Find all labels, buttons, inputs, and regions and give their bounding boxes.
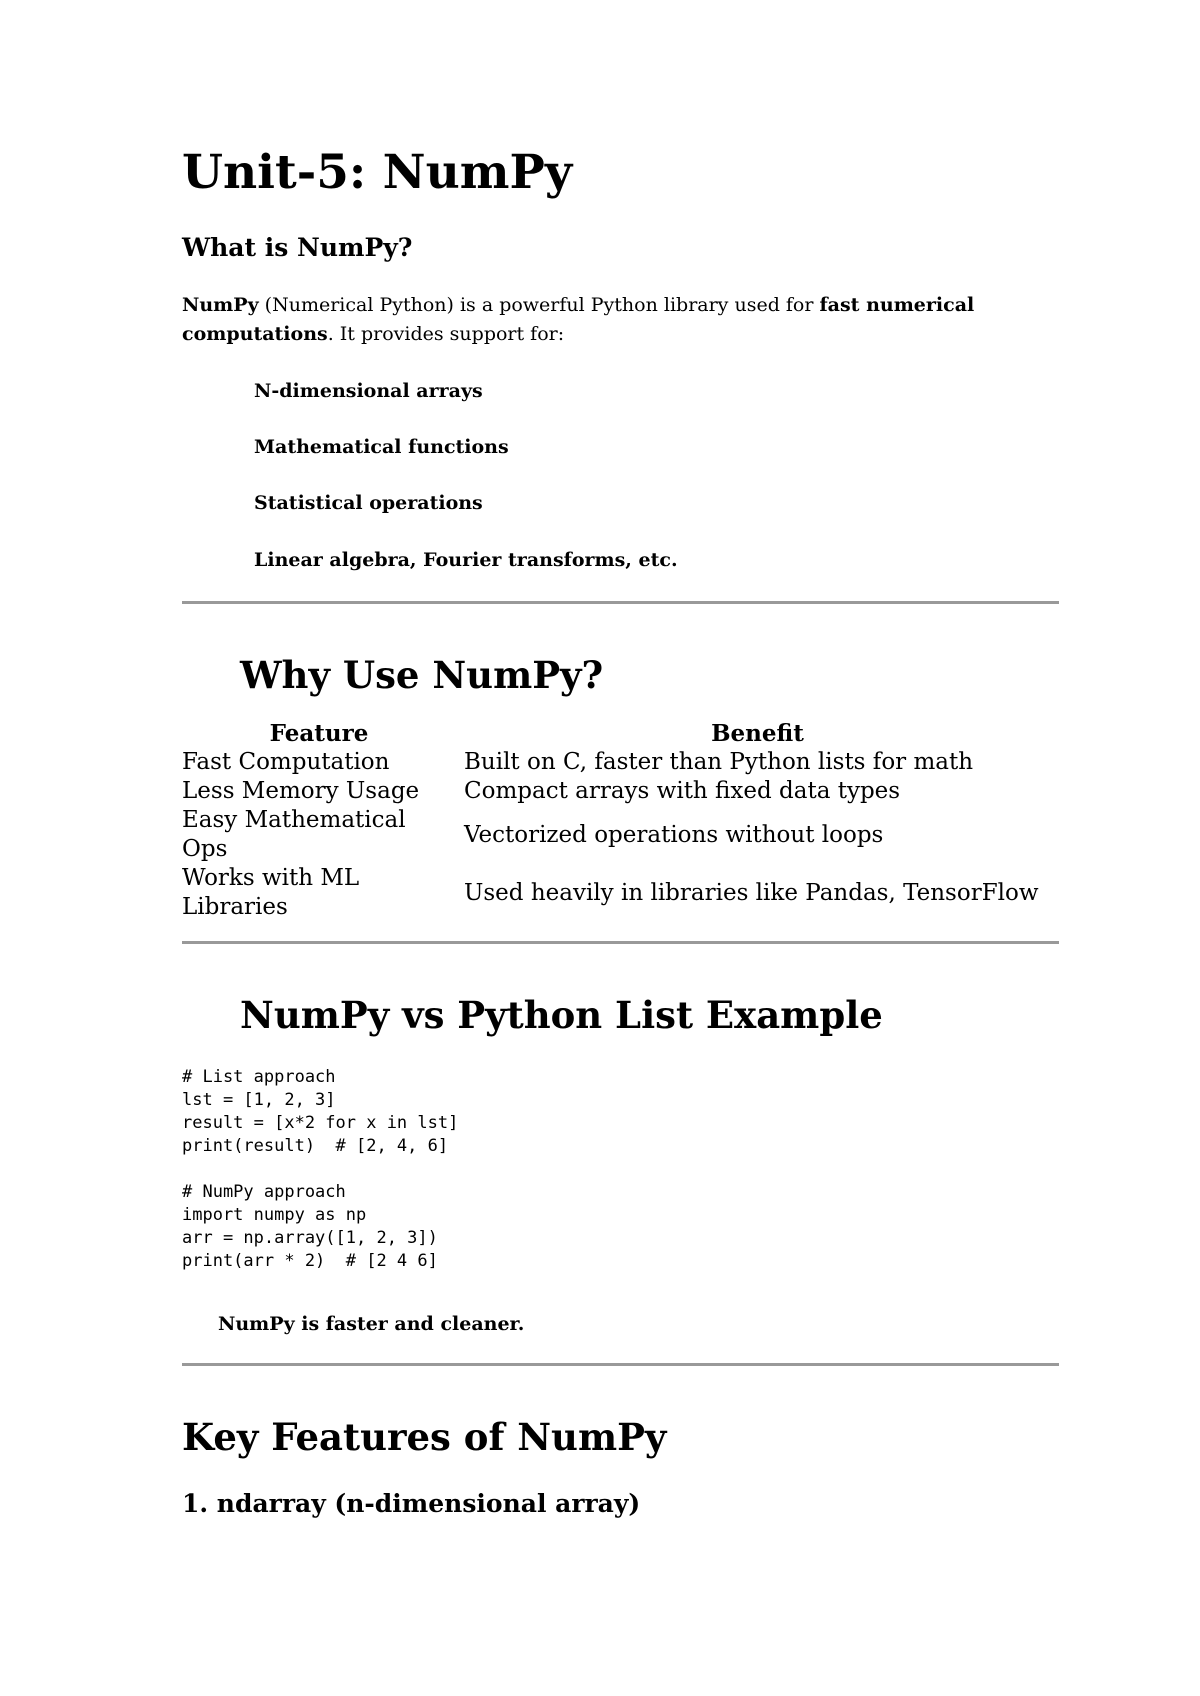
intro-text-1: (Numerical Python) is a powerful Python library used for (258, 294, 820, 316)
list-item: Statistical operations (254, 492, 483, 514)
table-cell: Built on C, faster than Python lists for math (464, 749, 974, 775)
table-row (182, 777, 1059, 806)
list-item: Linear algebra, Fourier transforms, etc. (254, 549, 678, 571)
column-header-benefit: Benefit (711, 720, 804, 747)
table-cell: Works with ML Libraries (182, 865, 360, 920)
divider (182, 1363, 1059, 1366)
table-cell: Less Memory Usage (182, 778, 420, 804)
table-cell: Fast Computation (182, 749, 390, 775)
intro-text-2: . It provides support for: (327, 323, 565, 345)
code-block: # List approach lst = [1, 2, 3] result = [x*2 for x in lst] print(result) # [2, 4, 6] # NumPy approach import numpy as np arr = np.array([1, 2, 3]) print(arr * 2) # [2 4 6] (182, 1067, 459, 1271)
table-header-row (182, 720, 1059, 748)
divider (182, 941, 1059, 944)
list-item: Mathematical functions (254, 436, 509, 458)
intro-paragraph (182, 291, 1022, 349)
what-heading: What is NumPy? (182, 233, 413, 262)
table-cell: Vectorized operations without loops (464, 821, 884, 848)
table-cell: Used heavily in libraries like Pandas, TensorFlow (464, 879, 1039, 906)
intro-bold-fast: fast numerical computations (182, 294, 975, 345)
table-row (182, 864, 1059, 922)
table-row (182, 806, 1059, 864)
example-note: NumPy is faster and cleaner. (218, 1313, 525, 1335)
table-cell: Compact arrays with fixed data types (464, 778, 901, 804)
example-heading: NumPy vs Python List Example (240, 993, 883, 1037)
column-header-feature: Feature (269, 720, 369, 747)
feature-table (182, 720, 1059, 922)
ndarray-subheading: 1. ndarray (n-dimensional array) (182, 1489, 641, 1518)
why-heading: Why Use NumPy? (240, 653, 604, 697)
page-title: Unit-5: NumPy (182, 145, 573, 200)
intro-bold-numpy: NumPy (182, 294, 259, 316)
table-cell: Easy Mathematical Ops (182, 807, 406, 862)
divider (182, 601, 1059, 604)
list-item: N-dimensional arrays (254, 380, 483, 402)
table-row (182, 748, 1059, 777)
key-features-heading: Key Features of NumPy (182, 1415, 667, 1459)
